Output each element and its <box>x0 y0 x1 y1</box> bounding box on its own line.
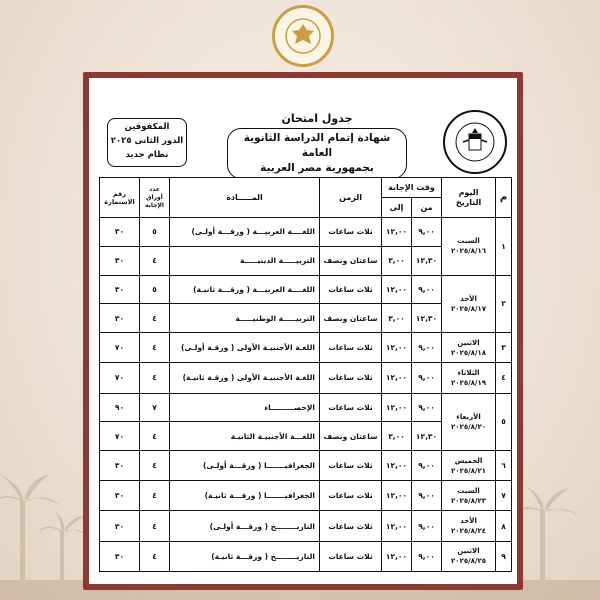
row-day: الخميس <box>454 456 483 465</box>
row-duration: ثلاث ساعات <box>320 363 382 393</box>
row-form: ٣٠ <box>100 541 140 571</box>
ministry-logo-icon <box>443 110 507 174</box>
row-form: ٣٠ <box>100 451 140 481</box>
table-row <box>100 218 512 247</box>
row-num: ٥ <box>496 393 512 451</box>
row-duration: ساعتان ونصف <box>320 304 382 333</box>
row-subject: اللغــــة العربيـــة ( ورقـــة أولـى) <box>170 218 320 247</box>
row-sheets: ٥ <box>140 218 170 247</box>
row-from: ٩,٠٠ <box>412 275 442 304</box>
title-line-2: شهادة إتمام الدراسة الثانوية العامة <box>243 132 391 159</box>
row-subject: اللغـة الأجنبيـة الأولى ( ورقـة ثانيـة) <box>170 363 320 393</box>
row-day: السبت <box>457 486 480 495</box>
row-num: ٢ <box>496 275 512 333</box>
row-duration: ثلاث ساعات <box>320 275 382 304</box>
document-header <box>89 78 517 176</box>
row-to: ١٢,٠٠ <box>382 451 412 481</box>
row-to: ٣,٠٠ <box>382 246 412 275</box>
row-sheets: ٤ <box>140 481 170 511</box>
exam-schedule-document <box>89 78 517 584</box>
header-day: اليوم <box>458 187 479 197</box>
row-from: ٩,٠٠ <box>412 363 442 393</box>
row-sheets: ٤ <box>140 304 170 333</box>
session-round: الدور الثانى ٢٠٢٥ <box>110 136 184 146</box>
row-duration: ثلاث ساعات <box>320 333 382 363</box>
header-date: التاريخ <box>455 197 482 207</box>
title-line-3: بجمهورية مصر العربية <box>260 162 374 174</box>
row-to: ١٢,٠٠ <box>382 481 412 511</box>
row-sheets: ٤ <box>140 246 170 275</box>
row-form: ٣٠ <box>100 481 140 511</box>
row-subject: التاريــــــــخ ( ورقـــة أولـى) <box>170 511 320 541</box>
row-to: ١٢,٠٠ <box>382 275 412 304</box>
row-form: ٩٠ <box>100 393 140 422</box>
eagle-emblem-icon <box>453 120 497 164</box>
row-subject: الإحصـــــــــاء <box>170 393 320 422</box>
row-form: ٣٠ <box>100 511 140 541</box>
row-from: ٩,٠٠ <box>412 393 442 422</box>
row-form: ٣٠ <box>100 246 140 275</box>
row-subject: اللغــــة العربيـــة ( ورقـــة ثانيـة) <box>170 275 320 304</box>
row-sheets: ٤ <box>140 422 170 451</box>
row-day: الاثنين <box>457 547 480 556</box>
table-row <box>100 511 512 541</box>
row-day-date <box>442 393 496 451</box>
row-date: ٢٠٢٥/٨/٢٥ <box>451 557 487 566</box>
row-duration: ثلاث ساعات <box>320 481 382 511</box>
row-to: ٣,٠٠ <box>382 304 412 333</box>
row-form: ٣٠ <box>100 304 140 333</box>
row-form: ٧٠ <box>100 333 140 363</box>
row-date: ٢٠٢٥/٨/٢٤ <box>451 527 487 536</box>
row-duration: ثلاث ساعات <box>320 218 382 247</box>
table-row <box>100 275 512 304</box>
row-form: ٣٠ <box>100 275 140 304</box>
row-from: ٩,٠٠ <box>412 333 442 363</box>
table-row <box>100 541 512 571</box>
row-from: ١٢,٣٠ <box>412 422 442 451</box>
row-num: ٧ <box>496 481 512 511</box>
row-from: ٩,٠٠ <box>412 451 442 481</box>
header-num: م <box>496 178 512 218</box>
row-day-date <box>442 333 496 363</box>
row-duration: ثلاث ساعات <box>320 393 382 422</box>
eagle-emblem-icon <box>283 16 323 56</box>
header-to: إلى <box>382 198 412 218</box>
row-date: ٢٠٢٥/٨/١٩ <box>451 378 487 387</box>
table-row <box>100 363 512 393</box>
row-subject: الجغرافيـــــــا ( ورقـــة أولـى) <box>170 451 320 481</box>
row-duration: ثلاث ساعات <box>320 541 382 571</box>
row-day-date <box>442 511 496 541</box>
row-sheets: ٤ <box>140 511 170 541</box>
row-subject: التاريــــــــخ ( ورقـــة ثانيـة) <box>170 541 320 571</box>
title-certificate-box <box>227 128 407 179</box>
row-num: ٩ <box>496 541 512 571</box>
header-sheets: عدد أوراق الإجابة <box>140 178 170 218</box>
session-system: نظام جديد <box>125 150 169 160</box>
row-to: ١٢,٠٠ <box>382 333 412 363</box>
row-form: ٧٠ <box>100 363 140 393</box>
row-day: الأحد <box>460 517 477 526</box>
row-duration: ساعتان ونصف <box>320 246 382 275</box>
row-sheets: ٤ <box>140 451 170 481</box>
row-duration: ثلاث ساعات <box>320 511 382 541</box>
row-day-date <box>442 275 496 333</box>
row-num: ٣ <box>496 333 512 363</box>
row-to: ١٢,٠٠ <box>382 363 412 393</box>
row-from: ٩,٠٠ <box>412 511 442 541</box>
exam-schedule-table <box>99 177 512 572</box>
header-subject: المـــــادة <box>170 178 320 218</box>
row-num: ٦ <box>496 451 512 481</box>
row-day: الأربعاء <box>456 412 481 421</box>
table-row <box>100 481 512 511</box>
row-subject: اللغـــة الأجنبيـة الثانيـة <box>170 422 320 451</box>
header-from: من <box>412 198 442 218</box>
row-to: ١٢,٠٠ <box>382 218 412 247</box>
header-time: وقت الإجابة <box>382 178 442 198</box>
header-day-date <box>442 178 496 218</box>
row-from: ١٢,٣٠ <box>412 304 442 333</box>
row-duration: ثلاث ساعات <box>320 451 382 481</box>
row-sheets: ٤ <box>140 363 170 393</box>
table-row <box>100 451 512 481</box>
row-duration: ساعتان ونصف <box>320 422 382 451</box>
row-to: ١٢,٠٠ <box>382 511 412 541</box>
row-date: ٢٠٢٥/٨/٢١ <box>451 466 487 475</box>
row-subject: التربيـــــة الدينيـــــة <box>170 246 320 275</box>
row-to: ١٢,٠٠ <box>382 393 412 422</box>
header-duration: الزمن <box>320 178 382 218</box>
row-num: ٨ <box>496 511 512 541</box>
row-subject: التربيـــــة الوطنيـــــة <box>170 304 320 333</box>
row-from: ١٢,٣٠ <box>412 246 442 275</box>
row-to: ١٢,٠٠ <box>382 541 412 571</box>
row-sheets: ٤ <box>140 333 170 363</box>
session-category: المكفوفين <box>124 122 170 132</box>
row-from: ٩,٠٠ <box>412 481 442 511</box>
row-day-date <box>442 363 496 393</box>
row-form: ٣٠ <box>100 218 140 247</box>
row-date: ٢٠٢٥/٨/١٦ <box>451 247 487 256</box>
ministry-seal-logo <box>272 5 334 67</box>
row-date: ٢٠٢٥/٨/٢٠ <box>451 422 487 431</box>
row-from: ٩,٠٠ <box>412 541 442 571</box>
table-row <box>100 333 512 363</box>
row-date: ٢٠٢٥/٨/٢٣ <box>451 496 487 505</box>
title-line-1: جدول امتحان <box>281 112 353 125</box>
row-sheets: ٧ <box>140 393 170 422</box>
row-day-date <box>442 481 496 511</box>
table-row <box>100 393 512 422</box>
row-from: ٩,٠٠ <box>412 218 442 247</box>
row-date: ٢٠٢٥/٨/١٧ <box>451 304 487 313</box>
row-day: الأحد <box>460 294 477 303</box>
row-subject: الجغرافيـــــــا ( ورقـــة ثانيـة) <box>170 481 320 511</box>
row-form: ٧٠ <box>100 422 140 451</box>
row-sheets: ٥ <box>140 275 170 304</box>
row-day: الاثنين <box>457 338 480 347</box>
row-to: ٣,٠٠ <box>382 422 412 451</box>
header-form: رقم الاستمارة <box>100 178 140 218</box>
row-day-date <box>442 218 496 276</box>
row-day-date <box>442 451 496 481</box>
row-day-date <box>442 541 496 571</box>
row-num: ٤ <box>496 363 512 393</box>
row-day: الثلاثاء <box>457 368 480 377</box>
row-subject: اللغـة الأجنبيـة الأولى ( ورقـة أولـى) <box>170 333 320 363</box>
row-num: ١ <box>496 218 512 276</box>
row-day: السبت <box>457 237 480 246</box>
exam-session-box <box>107 118 187 167</box>
row-date: ٢٠٢٥/٨/١٨ <box>451 348 487 357</box>
row-sheets: ٤ <box>140 541 170 571</box>
document-title <box>227 112 407 179</box>
